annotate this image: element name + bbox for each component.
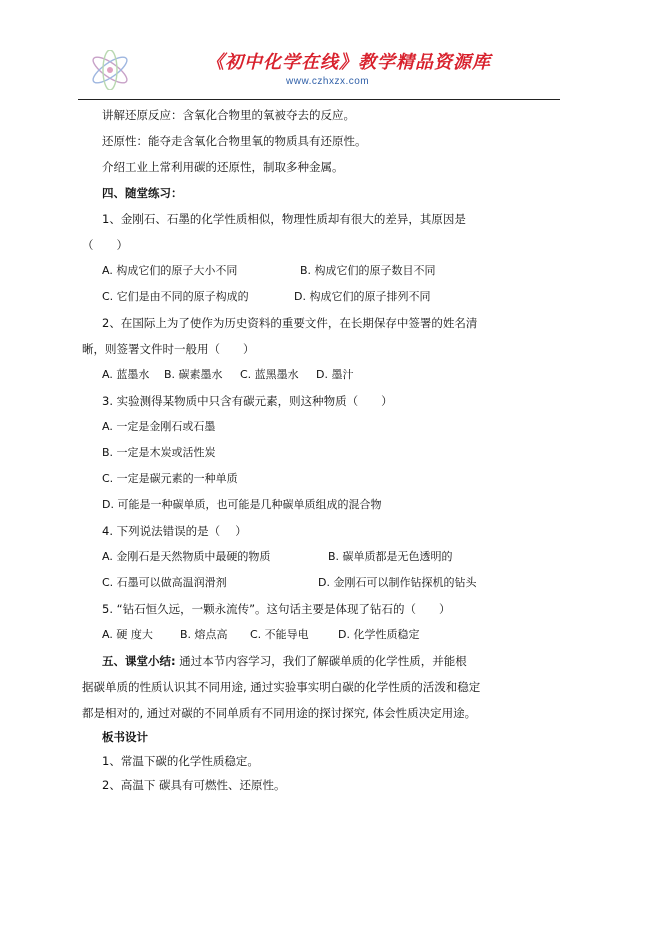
option: B. 碳单质都是无色透明的 xyxy=(328,550,453,563)
page-header xyxy=(78,44,558,100)
summary-text: 都是相对的, 通过对碳的不同单质有不同用途的探讨探究, 体会性质决定用途。 xyxy=(82,706,477,720)
summary-text: 通过本节内容学习，我们了解碳单质的化学性质，并能根 xyxy=(179,654,467,668)
section-heading: 四、随堂练习： xyxy=(102,186,183,200)
atom-logo-icon xyxy=(86,50,134,90)
option: A. 硬 度大 xyxy=(102,628,153,641)
header-title: 《初中化学在线》教学精品资源库 xyxy=(206,52,491,73)
text-line: 讲解还原反应：含氧化合物里的氧被夺去的反应。 xyxy=(102,108,355,122)
option: C. 它们是由不同的原子构成的 xyxy=(102,290,249,303)
option: D. 墨汁 xyxy=(316,368,354,381)
option: C. 石墨可以做高温润滑剂 xyxy=(102,576,227,589)
summary-text: 据碳单质的性质认识其不同用途, 通过实验事实明白碳的化学性质的活泼和稳定 xyxy=(82,680,481,694)
option: B. 熔点高 xyxy=(180,628,228,641)
option: B. 碳素墨水 xyxy=(164,368,223,381)
option: A. 金刚石是天然物质中最硬的物质 xyxy=(102,550,271,563)
option: A. 一定是金刚石或石墨 xyxy=(102,420,216,433)
header-divider xyxy=(78,99,560,100)
header-url: www.czhxzx.com xyxy=(286,76,370,87)
option: C. 蓝黑墨水 xyxy=(240,368,299,381)
option: B. 一定是木炭或活性炭 xyxy=(102,446,216,459)
option: D. 金刚石可以制作钻探机的钻头 xyxy=(318,576,477,589)
question-text: 3. 实验测得某物质中只含有碳元素，则这种物质（ ） xyxy=(102,394,393,408)
board-heading: 板书设计 xyxy=(102,730,148,744)
option: D. 可能是一种碳单质，也可能是几种碳单质组成的混合物 xyxy=(102,498,382,511)
option: C. 不能导电 xyxy=(250,628,309,641)
option: B. 构成它们的原子数目不同 xyxy=(300,264,436,277)
question-text: 晰，则签署文件时一般用（ ） xyxy=(82,342,255,356)
board-item: 2、高温下 碳具有可燃性、还原性。 xyxy=(102,778,286,792)
option: D. 构成它们的原子排列不同 xyxy=(294,290,431,303)
section-heading: 五、课堂小结: xyxy=(102,654,176,668)
question-text: 5. “钻石恒久远，一颗永流传”。这句话主要是体现了钻石的（ ） xyxy=(102,602,451,616)
option: C. 一定是碳元素的一种单质 xyxy=(102,472,238,485)
option: A. 蓝墨水 xyxy=(102,368,150,381)
summary-line xyxy=(102,653,467,669)
question-text: （ ） xyxy=(82,238,128,252)
question-text: 2、在国际上为了使作为历史资料的重要文件，在长期保存中签署的姓名清 xyxy=(102,316,478,330)
text-line: 介绍工业上常利用碳的还原性，制取多种金属。 xyxy=(102,160,344,174)
option: D. 化学性质稳定 xyxy=(338,628,420,641)
board-item: 1、常温下碳的化学性质稳定。 xyxy=(102,754,259,768)
question-text: 1、金刚石、石墨的化学性质相似，物理性质却有很大的差异，其原因是 xyxy=(102,212,466,226)
option: A. 构成它们的原子大小不同 xyxy=(102,264,238,277)
question-text: 4. 下列说法错误的是（ ） xyxy=(102,524,247,538)
text-line: 还原性：能夺走含氧化合物里氧的物质具有还原性。 xyxy=(102,134,367,148)
